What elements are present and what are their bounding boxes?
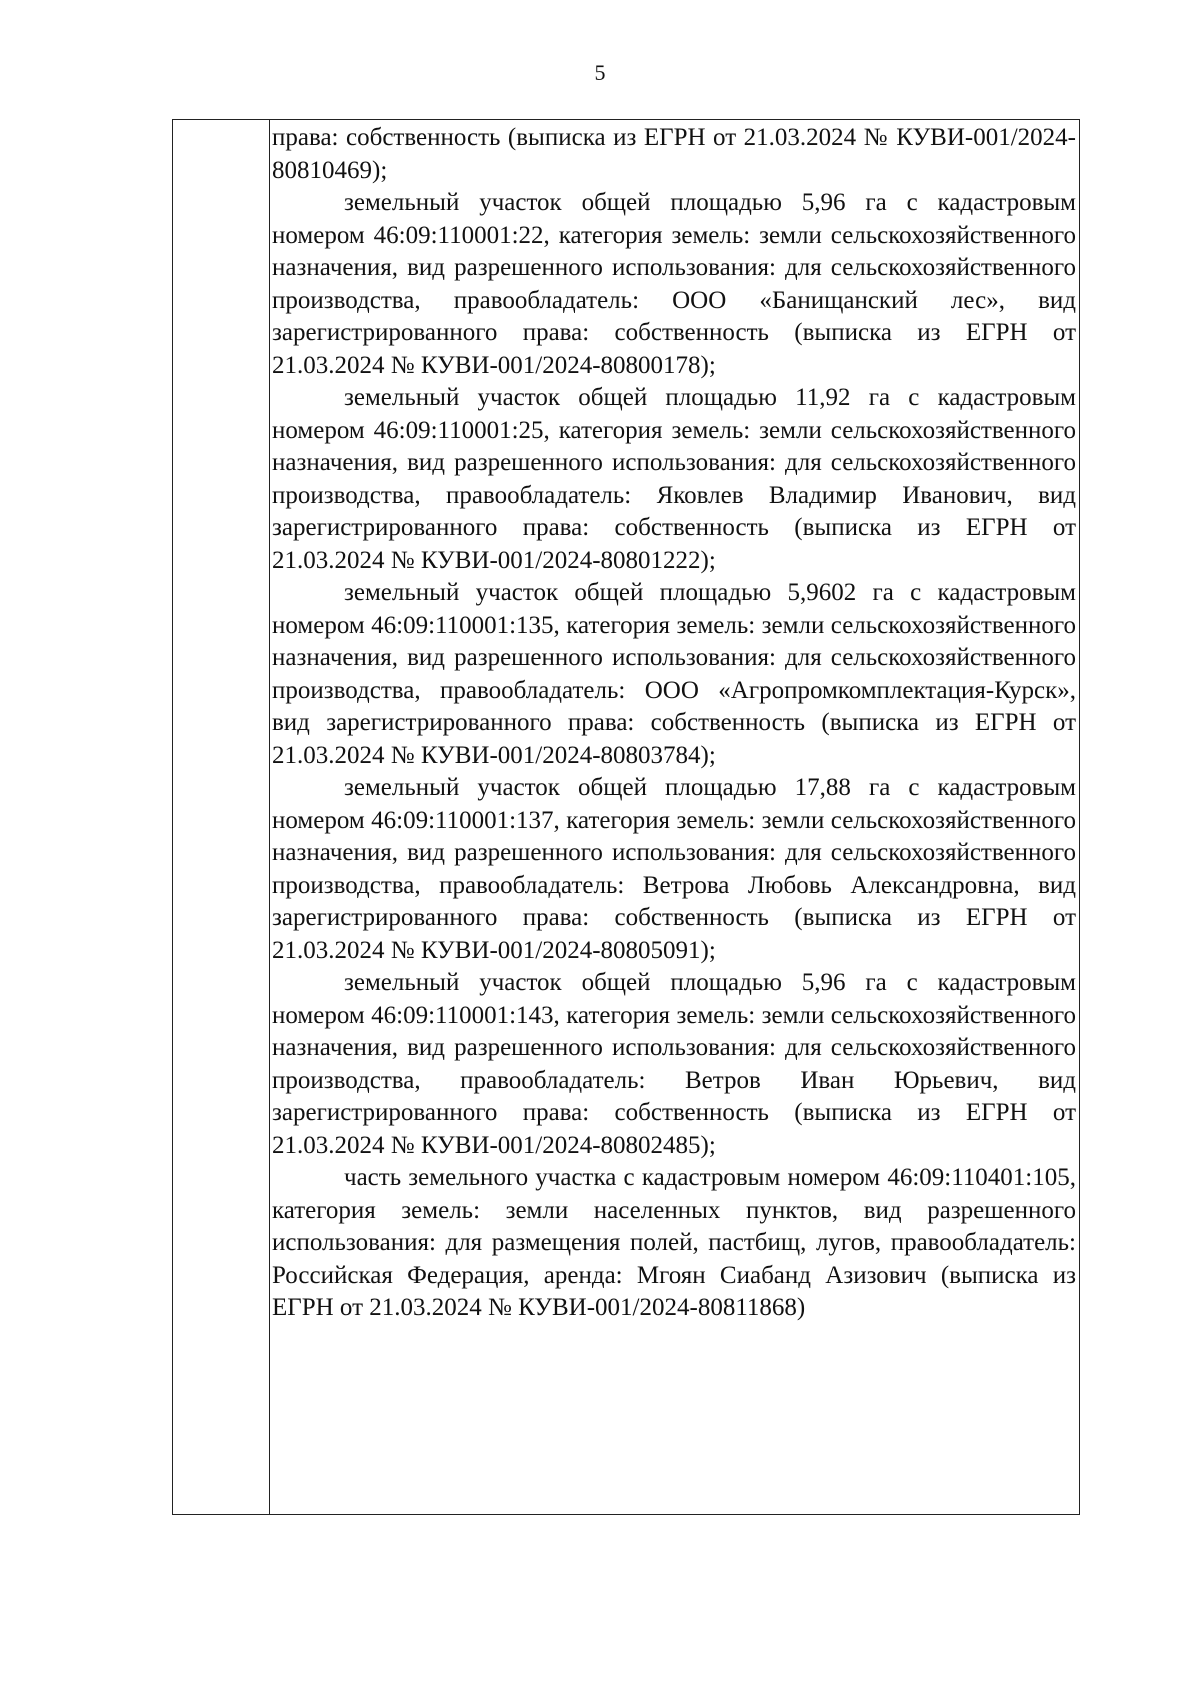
paragraph-land-plot-137: земельный участок общей площадью 17,88 га с кадастровым номером 46:09:110001:137, категория земель: земли сельскохозяйственного назначения, вид разрешенного использования: для сельскохозяйственного производства, правообладатель: Ветрова Любовь Александровна, вид зарегистрированного права: собственность (выписка из ЕГРН от 21.03.2024 № КУВИ-001/2024-80805091);	[272, 774, 1076, 964]
paragraph-land-plot-143: земельный участок общей площадью 5,96 га с кадастровым номером 46:09:110001:143, категория земель: земли сельскохозяйственного назначения, вид разрешенного использования: для сельскохозяйственного производства, правообладатель: Ветров Иван Юрьевич, вид зарегистрированного права: собственность (выписка из ЕГРН от 21.03.2024 № КУВИ-001/2024-80802485);	[272, 969, 1076, 1159]
table-left-cell	[173, 120, 270, 1514]
document-table	[172, 119, 1080, 1515]
paragraph-land-plot-22: земельный участок общей площадью 5,96 га с кадастровым номером 46:09:110001:22, категория земель: земли сельскохозяйственного назначения, вид разрешенного использования: для сельскохозяйственного производства, правообладатель: ООО «Банищанский лес», вид зарегистрированного права: собственность (выписка из ЕГРН от 21.03.2024 № КУВИ-001/2024-80800178);	[272, 189, 1076, 379]
paragraph-land-plot-25: земельный участок общей площадью 11,92 га с кадастровым номером 46:09:110001:25, категория земель: земли сельскохозяйственного назначения, вид разрешенного использования: для сельскохозяйственного производства, правообладатель: Яковлев Владимир Иванович, вид зарегистрированного права: собственность (выписка из ЕГРН от 21.03.2024 № КУВИ-001/2024-80801222);	[272, 384, 1076, 574]
paragraph-land-plot-135: земельный участок общей площадью 5,9602 га с кадастровым номером 46:09:110001:135, категория земель: земли сельскохозяйственного назначения, вид разрешенного использования: для сельскохозяйственного производства, правообладатель: ООО «Агропромкомплектация-Курск», вид зарегистрированного права: собственность (выписка из ЕГРН от 21.03.2024 № КУВИ-001/2024-80803784);	[272, 579, 1076, 769]
paragraph-continuation: права: собственность (выписка из ЕГРН от 21.03.2024 № КУВИ-001/2024-80810469);	[272, 124, 1076, 184]
page-number: 5	[594, 60, 606, 85]
table-right-cell	[270, 120, 1079, 1514]
paragraph-land-plot-part-105: часть земельного участка с кадастровым номером 46:09:110401:105, категория земель: земли населенных пунктов, вид разрешенного использования: для размещения полей, пастбищ, лугов, правообладатель: Российская Федерация, аренда: Мгоян Сиабанд Азизович (выписка из ЕГРН от 21.03.2024 № КУВИ-001/2024-80811868)	[272, 1164, 1076, 1321]
